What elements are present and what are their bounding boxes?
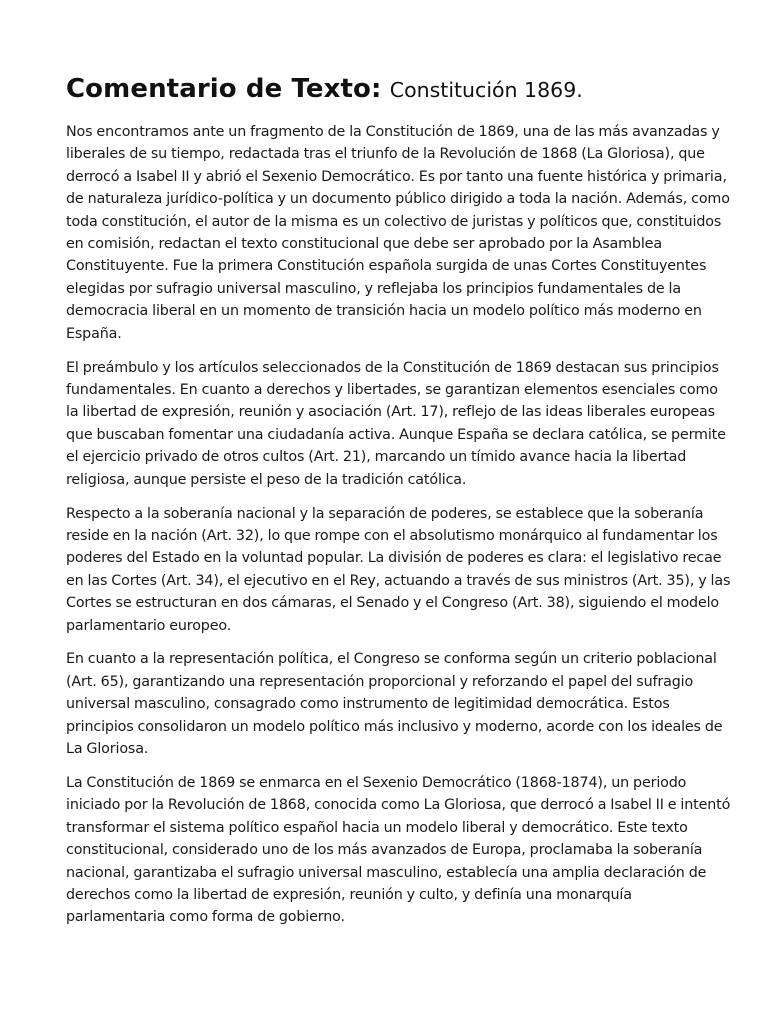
title-subject: Constitución 1869.: [389, 78, 583, 102]
paragraph-historical-context: La Constitución de 1869 se enmarca en el Sexenio Democrático (1868-1874), un periodo iniciado por la Revolución de 1868, conocida como La Gloriosa, que derrocó a Isabel II e intentó transformar el sistema político español hacia un modelo liberal y democrático. Este texto constitucional, considerado uno de los más avanzados de Europa, proclamaba la soberanía nacional, garantizaba el sufragio universal masculino, establecía una amplia declaración de derechos como la libertad de expresión, reunión y culto, y definía una monarquía parlamentaria como forma de gobierno.: [66, 774, 731, 926]
paragraph-sovereignty-and-powers: Respecto a la soberanía nacional y la separación de poderes, se establece que la soberanía reside en la nación (Art. 32), lo que rompe con el absolutismo monárquico al fundamentar los poderes del Estado en la voluntad popular. La división de poderes es clara: el legislativo recae en las Cortes (Art. 34), el ejecutivo en el Rey, actuando a través de sus ministros (Art. 35), y las Cortes se estructuran en dos cámaras, el Senado y el Congreso (Art. 38), siguiendo el modelo parlamentario europeo.: [66, 505, 731, 634]
title-bold-part: Comentario de Texto:: [66, 74, 382, 104]
document-page: [66, 70, 731, 940]
paragraph-rights-and-freedoms: El preámbulo y los artículos seleccionados de la Constitución de 1869 destacan sus principios fundamentales. En cuanto a derechos y libertades, se garantizan elementos esenciales como la libertad de expresión, reunión y asociación (Art. 17), reflejo de las ideas liberales europeas que buscaban fomentar una ciudadanía activa. Aunque España se declara católica, se permite el ejercicio privado de otros cultos (Art. 21), marcando un tímido avance hacia la libertad religiosa, aunque persiste el peso de la tradición católica.: [66, 359, 726, 488]
document-title: [66, 70, 731, 109]
paragraph-political-representation: En cuanto a la representación política, el Congreso se conforma según un criterio poblacional (Art. 65), garantizando una representación proporcional y reforzando el papel del sufragio universal masculino, consagrado como instrumento de legitimidad democrática. Estos principios consolidaron un modelo político más inclusivo y moderno, acorde con los ideales de La Gloriosa.: [66, 651, 723, 758]
paragraph-introduction: Nos encontramos ante un fragmento de la Constitución de 1869, una de las más avanzadas y liberales de su tiempo, redactada tras el triunfo de la Revolución de 1868 (La Gloriosa), que derrocó a Isabel II y abrió el Sexenio Democrático. Es por tanto una fuente histórica y primaria, de naturaleza jurídico-política y un documento público dirigido a toda la nación. Además, como toda constitución, el autor de la misma es un colectivo de juristas y políticos que, constituidos en comisión, redactan el texto constitucional que debe ser aprobado por la Asamblea Constituyente. Fue la primera Constitución española surgida de unas Cortes Constituyentes elegidas por sufragio universal masculino, y reflejaba los principios fundamentales de la democracia liberal en un momento de transición hacia un modelo político más moderno en España.: [66, 124, 730, 342]
